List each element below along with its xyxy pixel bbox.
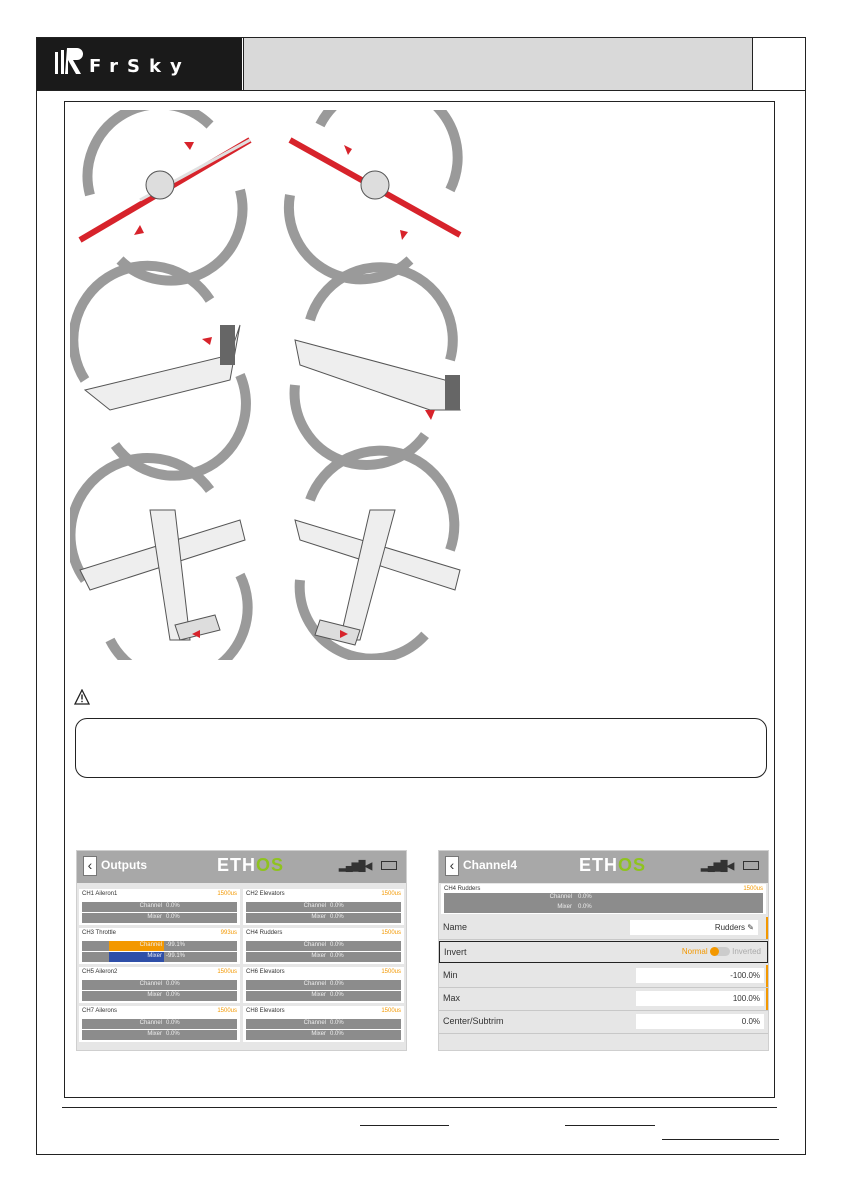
- back-button[interactable]: ‹: [83, 856, 97, 876]
- signal-icon: ▂▄▆█◀: [339, 861, 372, 872]
- channel-card[interactable]: CH6 Elevators 1500us Channel 0.0% Mixer 0.0%: [243, 967, 404, 1003]
- channel-name: CH4 Rudders: [246, 930, 283, 936]
- min-field[interactable]: -100.0%: [636, 968, 764, 983]
- max-field[interactable]: 100.0%: [636, 991, 764, 1006]
- notice-box: [75, 718, 767, 778]
- channel-us: 1500us: [217, 969, 237, 975]
- outputs-title: Outputs: [101, 858, 147, 872]
- min-row: Min -100.0%: [439, 965, 768, 988]
- rudder-yaw-right-illustration: [295, 451, 460, 659]
- outputs-screenshot: [76, 850, 407, 1051]
- header-divider: [37, 90, 805, 91]
- center-row: Center/Subtrim 0.0%: [439, 1011, 768, 1034]
- channel-card[interactable]: CH2 Elevators 1500us Channel 0.0% Mixer 0.0%: [243, 889, 404, 925]
- back-button[interactable]: ‹: [445, 856, 459, 876]
- channel4-screenshot: [438, 850, 769, 1051]
- channel-name: CH3 Throttle: [82, 930, 116, 936]
- channel-card[interactable]: CH3 Throttle 993us Channel -99.1% Mixer -99.1%: [79, 928, 240, 964]
- channel-card[interactable]: CH7 Ailerons 1500us Channel 0.0% Mixer 0.0%: [79, 1006, 240, 1042]
- max-row: Max 100.0%: [439, 988, 768, 1011]
- elevator-pitch-up-illustration: [73, 266, 246, 476]
- invert-row: Invert Normal Inverted: [439, 941, 768, 963]
- header-title-bar: [243, 38, 753, 90]
- signal-icon: ▂▄▆█◀: [701, 861, 734, 872]
- footer-link-underline: [662, 1139, 779, 1140]
- channel-us: 1500us: [381, 891, 401, 897]
- center-field[interactable]: 0.0%: [636, 1014, 764, 1029]
- control-surface-illustrations: [70, 110, 470, 660]
- name-field[interactable]: Rudders ✎: [630, 920, 758, 935]
- name-row: Name Rudders ✎: [439, 917, 768, 940]
- svg-text:FrSky: FrSky: [89, 56, 191, 77]
- channel-card[interactable]: CH4 Rudders 1500us Channel 0.0% Mixer 0.0%: [243, 928, 404, 964]
- channel-name: CH7 Ailerons: [82, 1008, 118, 1014]
- channel-name: CH6 Elevators: [246, 969, 285, 975]
- channel4-title: Channel4: [463, 858, 518, 872]
- invert-toggle[interactable]: Normal Inverted: [681, 947, 761, 956]
- channel-us: 1500us: [381, 930, 401, 936]
- channel-us: 1500us: [381, 969, 401, 975]
- channel4-title-bar: [439, 851, 768, 883]
- channel-name: CH8 Elevators: [246, 1008, 285, 1014]
- footer-link-underline: [360, 1125, 449, 1126]
- page-number-box: [752, 38, 805, 90]
- elevator-pitch-down-illustration: [295, 267, 460, 465]
- channel-card[interactable]: CH5 Aileron2 1500us Channel 0.0% Mixer 0.0%: [79, 967, 240, 1003]
- warning-icon: [74, 689, 90, 705]
- aileron-roll-left-illustration: [80, 110, 250, 281]
- rudder-yaw-left-illustration: [70, 458, 247, 660]
- battery-icon: [743, 861, 759, 870]
- aileron-roll-right-illustration: [289, 110, 460, 279]
- footer-divider: [62, 1107, 777, 1108]
- channel-us: 993us: [220, 930, 237, 936]
- outputs-title-bar: [77, 851, 406, 883]
- frsky-logo: [37, 38, 242, 90]
- ch4-summary: CH4 Rudders 1500us Channel 0.0% Mixer 0.0%: [441, 884, 766, 914]
- channel-card[interactable]: CH1 Aileron1 1500us Channel 0.0% Mixer 0.0%: [79, 889, 240, 925]
- edit-icon: ✎: [747, 923, 754, 932]
- channel-us: 1500us: [217, 891, 237, 897]
- footer-link-underline: [565, 1125, 655, 1126]
- channel-us: 1500us: [381, 1008, 401, 1014]
- channel-us: 1500us: [217, 1008, 237, 1014]
- channel-name: CH1 Aileron1: [82, 891, 118, 897]
- ethos-logo: ETHOS: [579, 855, 647, 875]
- battery-icon: [381, 861, 397, 870]
- channel-card[interactable]: CH8 Elevators 1500us Channel 0.0% Mixer 0.0%: [243, 1006, 404, 1042]
- channel-name: CH5 Aileron2: [82, 969, 118, 975]
- channel-name: CH2 Elevators: [246, 891, 285, 897]
- ethos-logo: ETHOS: [217, 855, 285, 875]
